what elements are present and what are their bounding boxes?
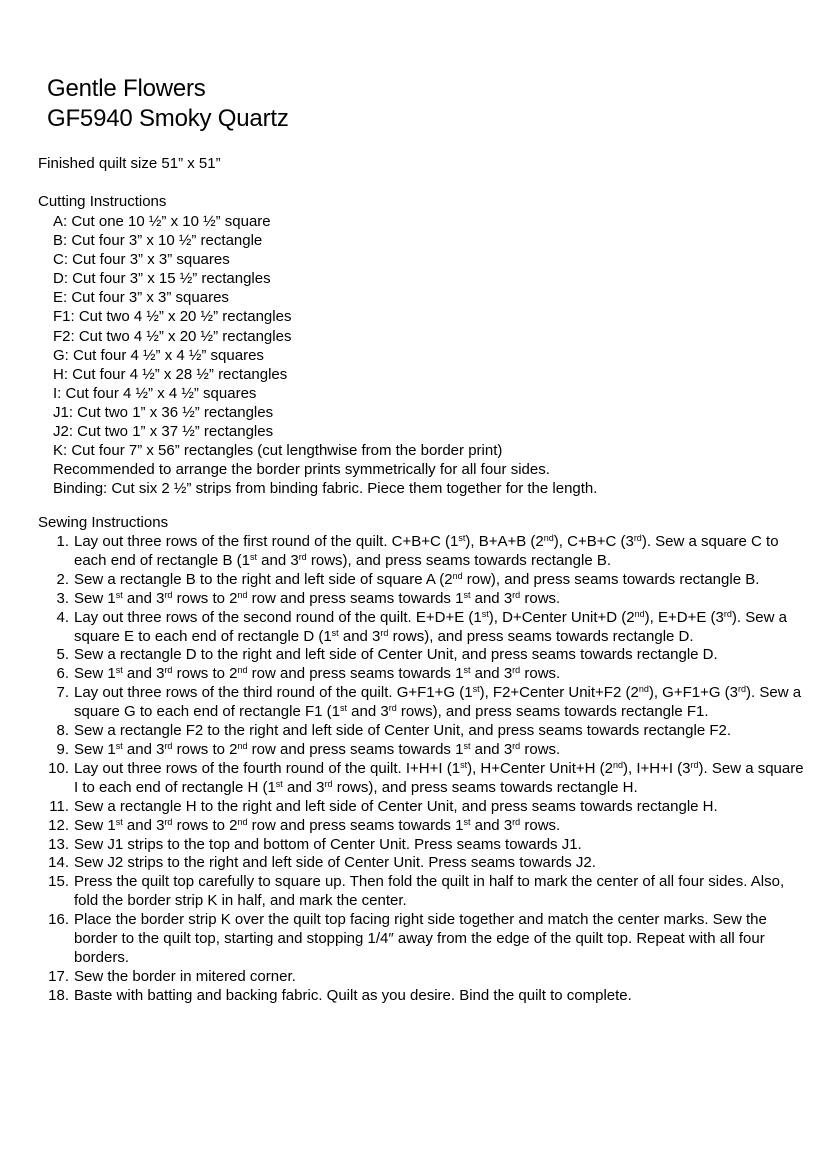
- sewing-step: [38, 571, 808, 590]
- step-text: Lay out three rows of the fourth round of the quilt. I+H+I (1st), H+Center Unit+H (2nd), I+H+I (3rd). Sew a square I to each end of rectangle H (1st and 3rd rows), and press seams towards rectangle H.: [74, 759, 804, 796]
- cutting-item: A: Cut one 10 ½” x 10 ½” square: [53, 213, 271, 230]
- sewing-step: [38, 590, 808, 609]
- sewing-steps-list: [38, 533, 808, 1006]
- step-text: Sew a rectangle B to the right and left side of square A (2nd row), and press seams towards rectangle B.: [74, 570, 760, 588]
- step-text: Baste with batting and backing fabric. Quilt as you desire. Bind the quilt to complete.: [74, 986, 632, 1004]
- sewing-step: [38, 722, 808, 741]
- sewing-step: [38, 533, 808, 571]
- step-text: Place the border strip K over the quilt top facing right side together and match the center marks. Sew the border to the quilt top, starting and stopping 1/4″ away from the edge of the quilt top. Repeat with all four borders.: [74, 911, 767, 966]
- sewing-step: [38, 987, 808, 1006]
- cutting-item: E: Cut four 3” x 3” squares: [53, 289, 229, 307]
- step-number: 4.: [56, 608, 69, 626]
- step-number: 10.: [48, 759, 69, 777]
- step-number: 8.: [56, 722, 69, 740]
- step-text: Sew 1st and 3rd rows to 2nd row and press seams towards 1st and 3rd rows.: [74, 740, 561, 758]
- sewing-step: [38, 760, 808, 798]
- document-title: Gentle Flowers: [47, 75, 206, 102]
- step-number: 13.: [48, 835, 69, 853]
- sewing-step: [38, 741, 808, 760]
- sewing-step: [38, 854, 808, 873]
- sewing-step: [38, 817, 808, 836]
- step-text: Sew J2 strips to the right and left side of Center Unit. Press seams towards J2.: [74, 854, 596, 872]
- step-text: Sew 1st and 3rd rows to 2nd row and press seams towards 1st and 3rd rows.: [74, 589, 561, 607]
- cutting-item: I: Cut four 4 ½” x 4 ½” squares: [53, 384, 257, 402]
- cutting-item: J2: Cut two 1” x 37 ½” rectangles: [53, 423, 274, 441]
- cutting-item: D: Cut four 3” x 15 ½” rectangles: [53, 270, 271, 288]
- step-text: Sew J1 strips to the top and bottom of Center Unit. Press seams towards J1.: [74, 835, 582, 853]
- step-text: Sew the border in mitered corner.: [74, 967, 296, 985]
- cutting-item: G: Cut four 4 ½” x 4 ½” squares: [53, 346, 264, 364]
- step-number: 5.: [56, 646, 69, 664]
- step-number: 15.: [48, 873, 69, 891]
- step-text: Sew a rectangle H to the right and left side of Center Unit, and press seams towards rectangle H.: [74, 797, 718, 815]
- step-text: Lay out three rows of the first round of the quilt. C+B+C (1st), B+A+B (2nd), C+B+C (3rd). Sew a square C to each end of rectangle B (1st and 3rd rows), and press seams towards rectangle B.: [74, 533, 779, 569]
- step-number: 3.: [56, 589, 69, 607]
- cutting-item: H: Cut four 4 ½” x 28 ½” rectangles: [53, 365, 288, 383]
- sewing-step: [38, 968, 808, 987]
- sewing-heading: Sewing Instructions: [38, 514, 169, 531]
- sewing-step: [38, 684, 808, 722]
- step-number: 2.: [56, 570, 69, 588]
- step-number: 9.: [56, 740, 69, 758]
- sewing-step: [38, 873, 808, 911]
- step-text: Lay out three rows of the third round of the quilt. G+F1+G (1st), F2+Center Unit+F2 (2nd), G+F1+G (3rd). Sew a square G to each end of rectangle F1 (1st and 3rd rows), and press seams towards rectangle F1.: [74, 684, 802, 721]
- step-number: 11.: [49, 797, 69, 815]
- cutting-item: F1: Cut two 4 ½” x 20 ½” rectangles: [53, 308, 292, 326]
- cutting-item: C: Cut four 3” x 3” squares: [53, 251, 230, 269]
- cutting-list: [53, 212, 597, 498]
- step-number: 16.: [48, 911, 69, 929]
- binding-note: Binding: Cut six 2 ½” strips from binding fabric. Piece them together for the length.: [53, 480, 598, 498]
- step-text: Sew 1st and 3rd rows to 2nd row and press seams towards 1st and 3rd rows.: [74, 665, 561, 683]
- cutting-item: K: Cut four 7” x 56” rectangles (cut lengthwise from the border print): [53, 442, 503, 460]
- sewing-step: [38, 609, 808, 647]
- sewing-step: [38, 836, 808, 855]
- step-number: 18.: [48, 986, 69, 1004]
- product-code-title: GF5940 Smoky Quartz: [47, 105, 289, 132]
- sewing-step: [38, 646, 808, 665]
- cutting-item: F2: Cut two 4 ½” x 20 ½” rectangles: [53, 327, 292, 345]
- finished-size-text: Finished quilt size 51” x 51”: [38, 155, 221, 172]
- cutting-note: Recommended to arrange the border prints symmetrically for all four sides.: [53, 461, 550, 479]
- cutting-item: B: Cut four 3” x 10 ½” rectangle: [53, 232, 263, 250]
- sewing-step: [38, 798, 808, 817]
- sewing-step: [38, 911, 808, 968]
- step-text: Sew a rectangle F2 to the right and left side of Center Unit, and press seams towards rectangle F2.: [74, 722, 732, 740]
- step-text: Sew a rectangle D to the right and left side of Center Unit, and press seams towards rectangle D.: [74, 646, 718, 664]
- step-number: 7.: [56, 684, 69, 702]
- step-number: 6.: [56, 665, 69, 683]
- sewing-step: [38, 665, 808, 684]
- step-text: Press the quilt top carefully to square up. Then fold the quilt in half to mark the center of all four sides. Also, fold the border strip K in half, and mark the center.: [74, 873, 785, 910]
- step-number: 1.: [56, 533, 69, 550]
- step-number: 12.: [48, 816, 69, 834]
- cutting-item: J1: Cut two 1” x 36 ½” rectangles: [53, 403, 274, 421]
- step-number: 17.: [48, 967, 69, 985]
- step-text: Sew 1st and 3rd rows to 2nd row and press seams towards 1st and 3rd rows.: [74, 816, 561, 834]
- step-number: 14.: [48, 854, 69, 872]
- cutting-heading: Cutting Instructions: [38, 193, 167, 210]
- step-text: Lay out three rows of the second round of the quilt. E+D+E (1st), D+Center Unit+D (2nd), E+D+E (3rd). Sew a square E to each end of rectangle D (1st and 3rd rows), and press seams towards rectangle D.: [74, 608, 787, 645]
